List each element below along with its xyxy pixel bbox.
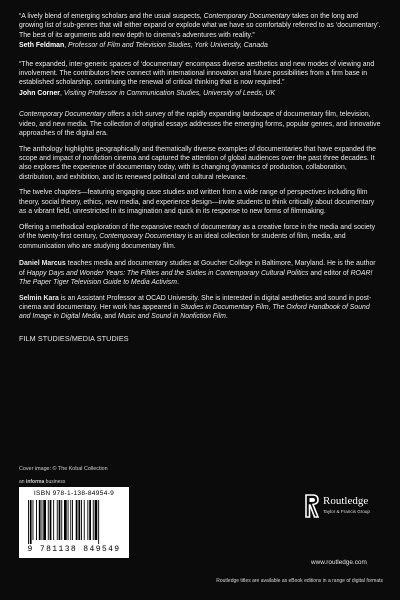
- review-attribution-1: Seth Feldman, Professor of Film and Television Studies, York University, Canada: [19, 42, 268, 50]
- review-quote-1: “A lively blend of emerging scholars and the usual suspects, Contemporary Documentary takes on the long and growing list of sub-genres that will either expand or explode what we have so comfortably referred to as ‘documentary’. The best of its arguments add new depth to cinema’s adventures with reality.”: [19, 13, 381, 39]
- ebook-availability-note: Routledge titles are available as eBook editions in a range of digital formats: [216, 578, 383, 584]
- publisher-tagline: Taylor & Francis Group: [323, 509, 370, 514]
- publisher-name: Routledge: [323, 495, 369, 507]
- description-paragraph-2: The anthology highlights geographically and thematically diverse examples of documentaries that have expanded the scope and impact of nonfiction cinema and captured the attention of global audiences over the past three decades. It also explores the experience of documentary today, with its changing dynamics of production, collaboration, distribution, and exhibition, and its renewed political and cultural relevance.: [19, 145, 377, 181]
- informa-business-line: an informa business: [19, 479, 66, 485]
- barcode-bars: [28, 500, 120, 544]
- back-cover-text: [19, 12, 381, 343]
- barcode-number: 9 781138 849549: [27, 545, 121, 554]
- editor-bio-2: Selmin Kara is an Assistant Professor at OCAD University. She is interested in digital aesthetics and sound in post-cinema and documentary. Her work has appeared in Studies in Documentary Film, The Oxford Handbook of Sound and Image in Digital Media, and Music and Sound in Nonfiction Film.: [19, 294, 372, 321]
- publisher-url[interactable]: www.routledge.com: [311, 559, 367, 566]
- description-paragraph-1: Contemporary Documentary offers a rich survey of the rapidly expanding landscape of documentary film, television, video, and new media. The collection of original essays addresses the emerging forms, popular genres, and innovative approaches of the digital era.: [19, 111, 381, 138]
- isbn-barcode: [19, 487, 129, 558]
- routledge-r-icon: [304, 493, 320, 519]
- review-attribution-2: John Corner, Visiting Professor in Communication Studies, University of Leeds, UK: [19, 89, 276, 97]
- isbn-text: ISBN 978-1-138-84954-9: [33, 490, 115, 497]
- description-paragraph-3: The twelve chapters—featuring engaging case studies and written from a wide range of perspectives including film theory, social theory, ethics, new media, and experience design—invite students to think critically about documentary as a vibrant field, unrestricted in its imagination and quick in its response to new forms of filmmaking.: [19, 189, 375, 216]
- editor-bio-1: Daniel Marcus teaches media and documentary studies at Goucher College in Baltimore, Maryland. He is the author of Happy Days and Wonder Years: The Fifties and the Sixties in Contemporary Cultural Politics and editor of ROAR! The Paper Tiger Television Guide to Media Activism.: [19, 260, 376, 286]
- review-quote-2: “The expanded, inter-generic spaces of ‘documentary’ encompass diverse aesthetics and new modes of viewing and involvement. The contributors here connect with international innovation and future possibilities from a firm base in established scholarship, continuing the renewal of critical thinking that is now required.”: [19, 60, 375, 87]
- subject-category: FILM STUDIES/MEDIA STUDIES: [19, 333, 129, 343]
- description-paragraph-4: Offering a methodical exploration of the expansive reach of documentary as a creative force in the media and society of the twenty-first century, Contemporary Documentary is an ideal collection for students of film, media, and communication who are studying documentary film.: [19, 223, 376, 250]
- cover-image-credit: Cover image: © The Kobal Collection: [19, 466, 108, 472]
- routledge-logo: [304, 491, 384, 521]
